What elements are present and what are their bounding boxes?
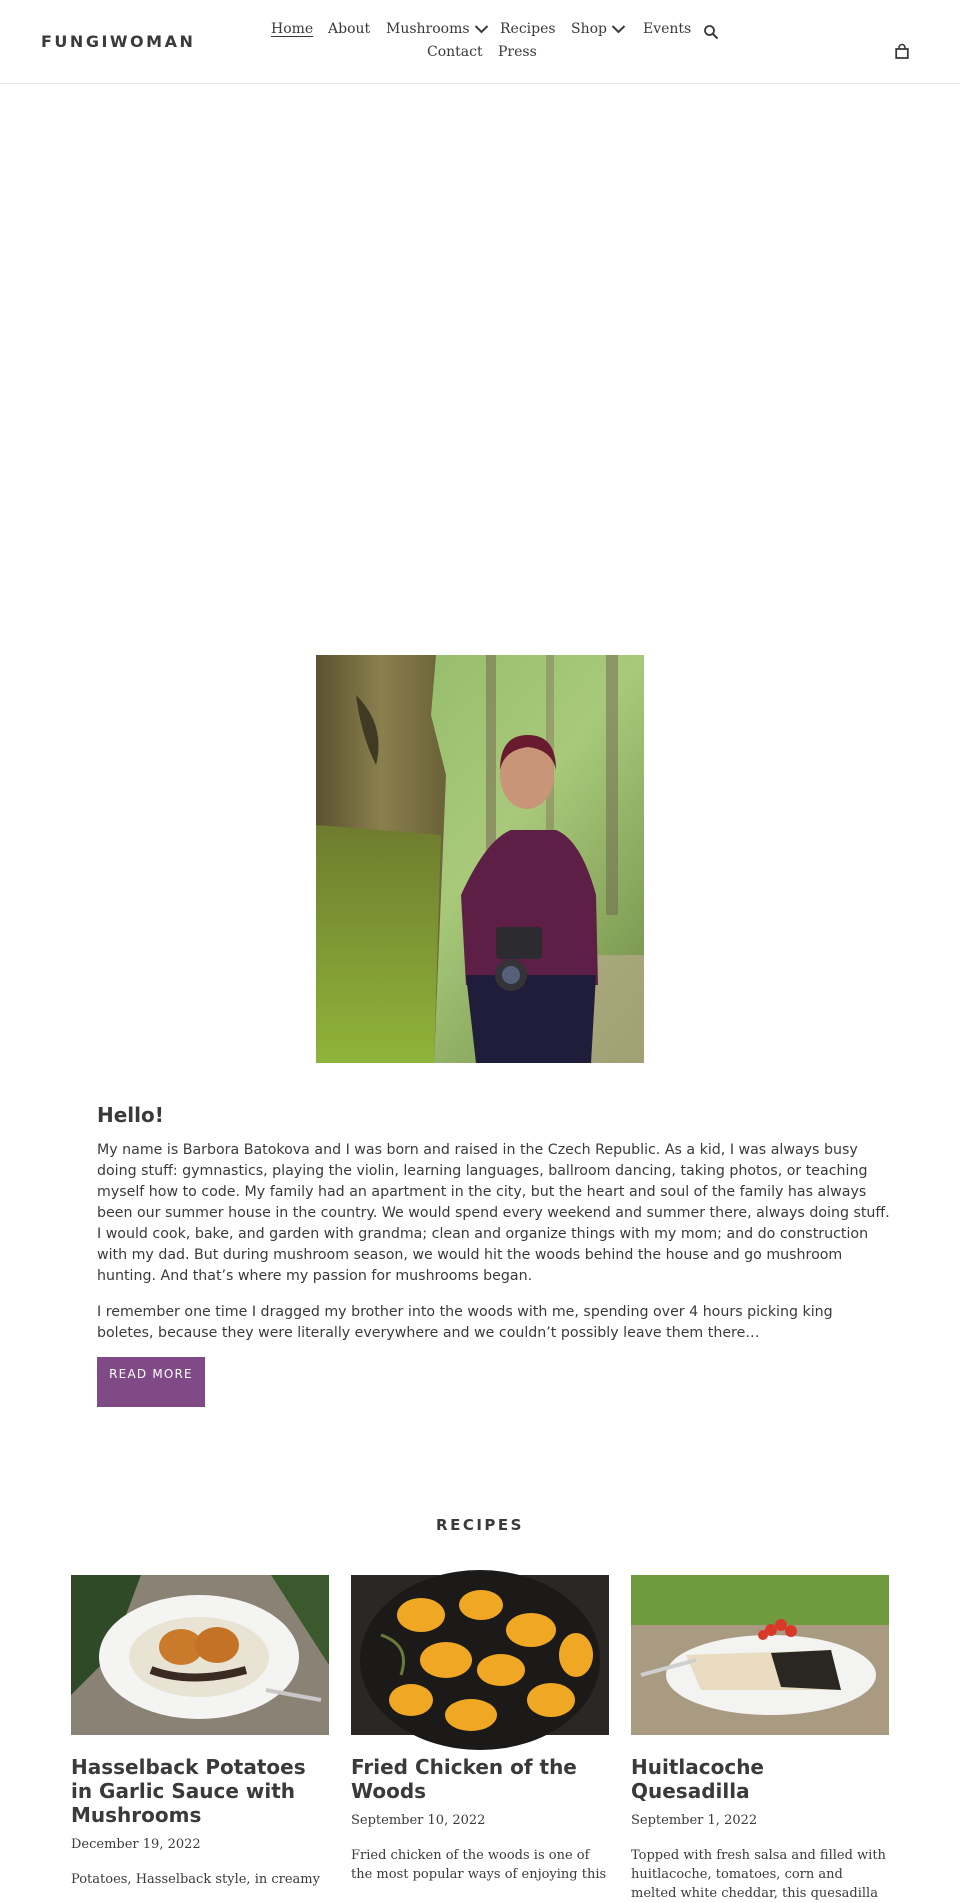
site-header — [0, 0, 960, 84]
recipe-title[interactable]: Hasselback Potatoes in Garlic Sauce with Mushrooms — [71, 1755, 306, 1827]
nav-home-label: Home — [271, 21, 314, 37]
recipe-excerpt: Potatoes, Hasselback style, in creamy — [71, 1872, 320, 1887]
nav-mushrooms[interactable] — [386, 21, 489, 37]
recipe-date: September 1, 2022 — [631, 1813, 758, 1828]
nav-about[interactable] — [328, 21, 370, 37]
recipe-date: December 19, 2022 — [71, 1837, 201, 1852]
recipe-date: September 10, 2022 — [351, 1813, 486, 1828]
chevron-down-icon — [611, 24, 626, 34]
nav-press-label: Press — [498, 44, 537, 60]
recipe-card — [71, 1575, 329, 1889]
about-paragraph-1: My name is Barbora Batokova and I was born and raised in the Czech Republic. As a kid, I was always busy doing stuff: gymnastics, playing the violin, learning languages, ballroom dancing, taking photos, or teaching myself how to code. My family had an apartment in the city, but the heart and soul of the family has always been our summer house in the country. We would spend every weekend and summer there, always doing stuff. I would cook, bake, and garden with grandma; clean and organize things with my mom; and do construction with my dad. But during mushroom season, we would hit the woods behind the house and go mushroom hunting. And that’s where my passion for mushrooms began. — [97, 1142, 890, 1284]
nav-events-label: Events — [643, 21, 692, 37]
nav-recipes-label: Recipes — [500, 21, 556, 37]
nav-events[interactable] — [643, 21, 691, 37]
nav-contact-label: Contact — [427, 44, 483, 60]
recipe-image[interactable] — [631, 1575, 889, 1735]
recipe-excerpt: Topped with fresh salsa and filled with huitlacoche, tomatoes, corn and melted white cheddar, this quesadilla — [631, 1848, 886, 1901]
portrait-photo — [316, 655, 644, 1063]
nav-about-label: About — [328, 21, 371, 37]
recipe-card — [631, 1575, 889, 1903]
nav-mushrooms-label: Mushrooms — [386, 21, 470, 37]
cart-icon[interactable] — [895, 44, 909, 63]
nav-shop[interactable] — [571, 21, 626, 37]
recipe-image[interactable] — [351, 1575, 609, 1735]
recipe-card — [351, 1575, 609, 1884]
nav-recipes[interactable] — [500, 21, 556, 37]
about-heading: Hello! — [97, 1103, 164, 1127]
chevron-down-icon — [474, 24, 489, 34]
about-paragraph-2: I remember one time I dragged my brother into the woods with me, spending over 4 hours picking king boletes, because they were literally everywhere and we couldn’t possibly leave them there… — [97, 1304, 833, 1341]
hero-banner — [0, 85, 960, 615]
nav-press[interactable] — [498, 44, 537, 60]
recipe-excerpt: Fried chicken of the woods is one of the most popular ways of enjoying this — [351, 1848, 607, 1882]
recipes-section-title: RECIPES — [436, 1516, 524, 1534]
recipe-title[interactable]: Huitlacoche Quesadilla — [631, 1755, 764, 1803]
recipe-title[interactable]: Fried Chicken of the Woods — [351, 1755, 577, 1803]
site-logo[interactable]: FUNGIWOMAN — [41, 32, 196, 51]
search-icon[interactable] — [703, 24, 719, 44]
recipe-image[interactable] — [71, 1575, 329, 1735]
nav-home[interactable] — [271, 21, 313, 37]
nav-contact[interactable] — [427, 44, 483, 60]
nav-shop-label: Shop — [571, 21, 607, 37]
read-more-button[interactable]: READ MORE — [97, 1357, 205, 1407]
